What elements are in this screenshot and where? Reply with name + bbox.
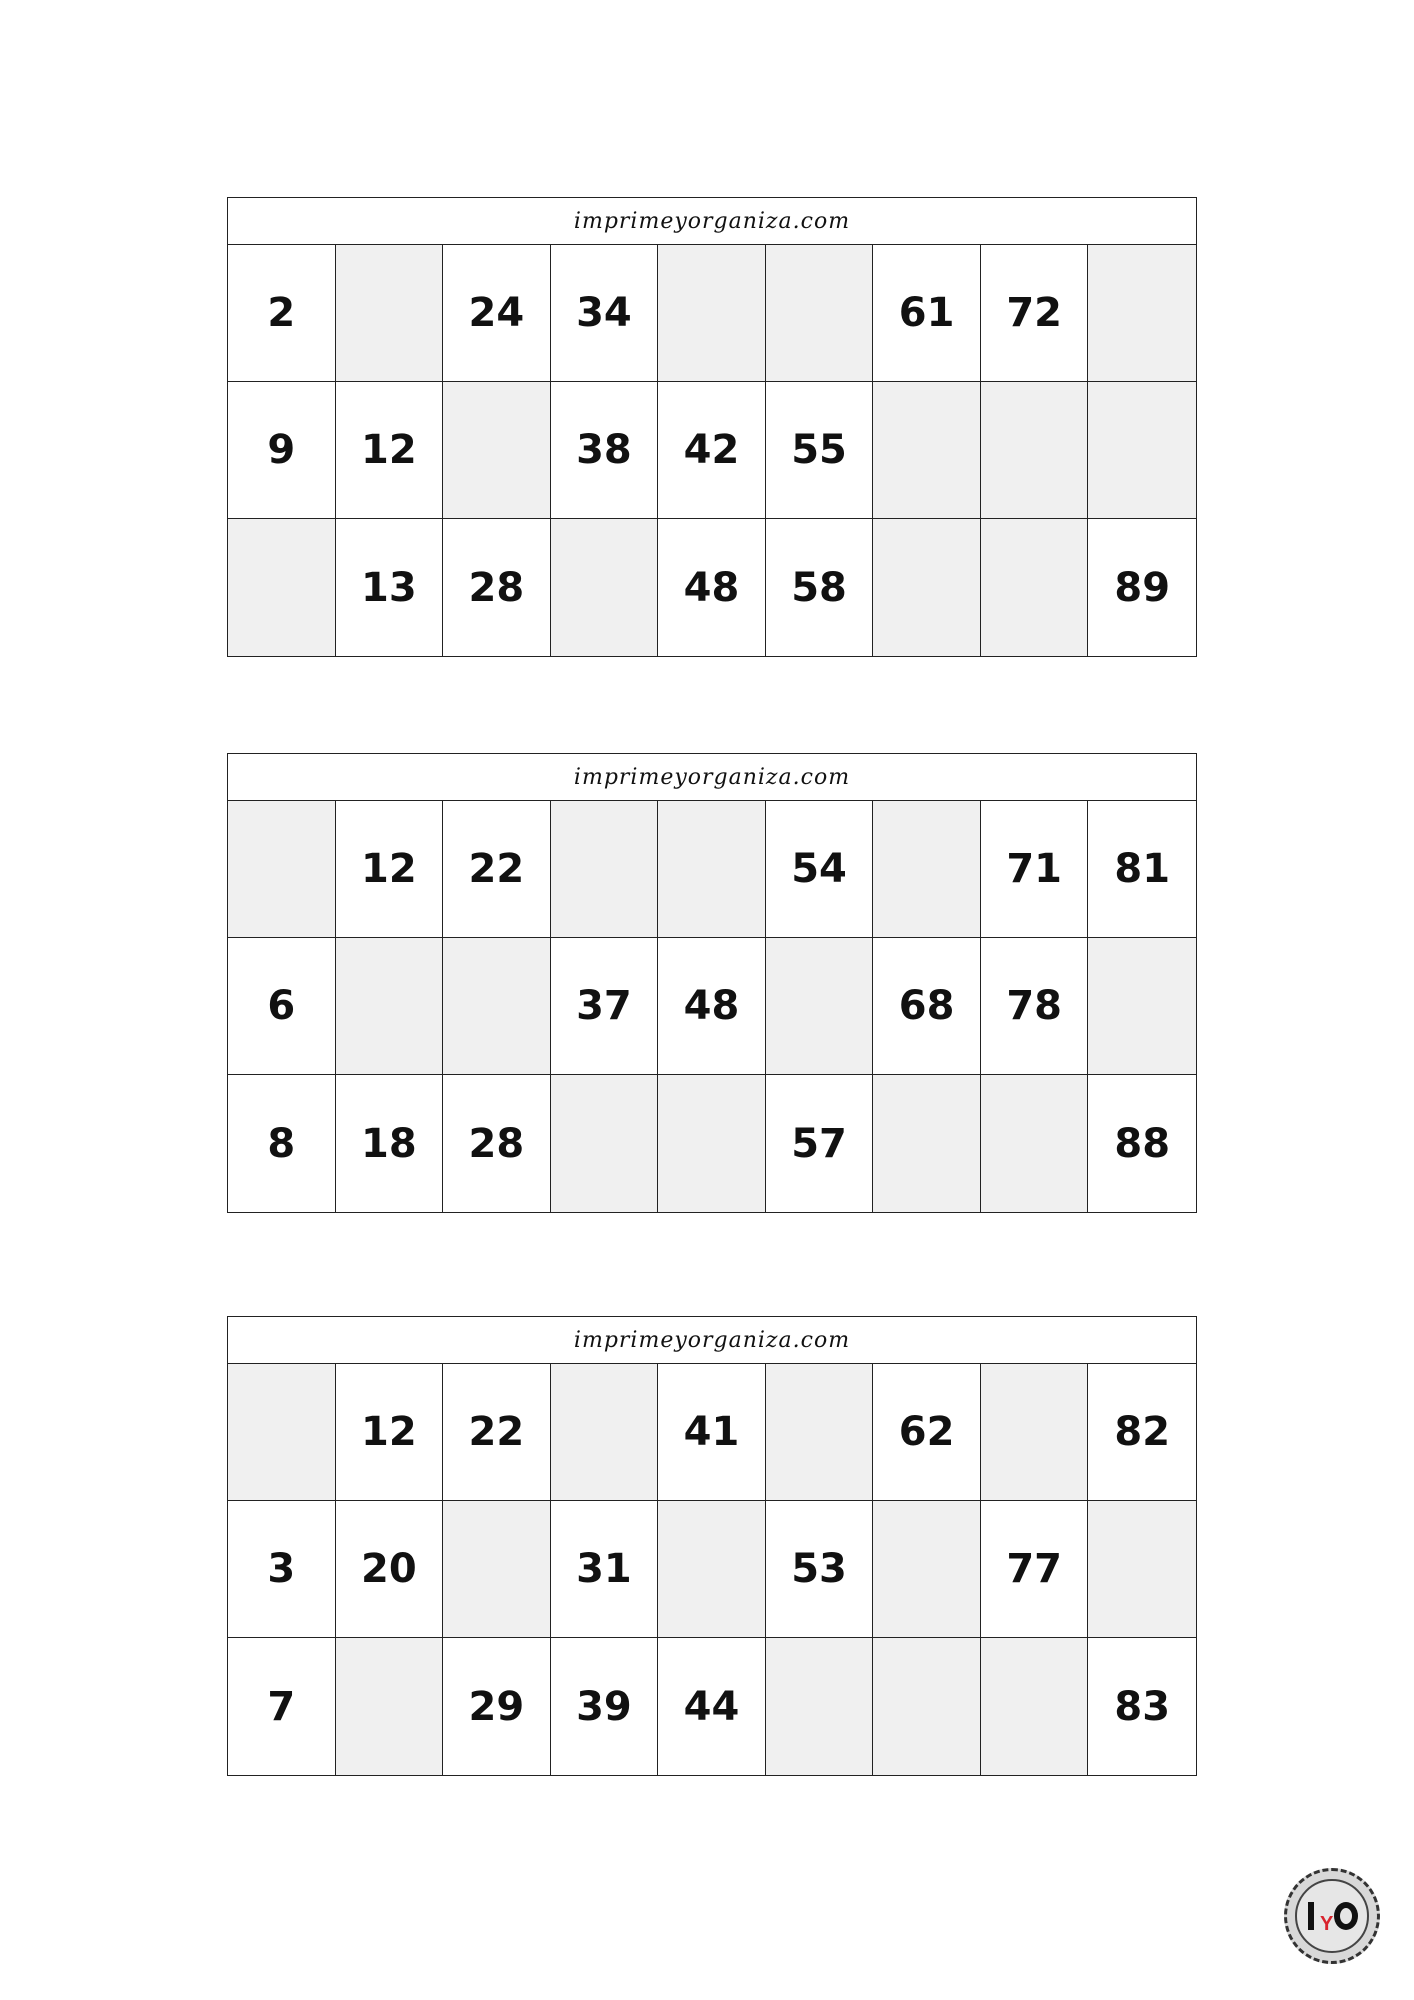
- empty-cell: [766, 1638, 874, 1775]
- empty-cell: [658, 245, 766, 382]
- empty-cell: [981, 519, 1089, 656]
- number-cell: 18: [336, 1075, 444, 1212]
- empty-cell: [443, 1501, 551, 1638]
- empty-cell: [336, 1638, 444, 1775]
- empty-cell: [551, 801, 659, 938]
- empty-cell: [228, 1364, 336, 1501]
- empty-cell: [873, 801, 981, 938]
- number-cell: 62: [873, 1364, 981, 1501]
- number-cell: 31: [551, 1501, 659, 1638]
- empty-cell: [766, 245, 874, 382]
- empty-cell: [1088, 245, 1196, 382]
- number-cell: 42: [658, 382, 766, 519]
- number-cell: 20: [336, 1501, 444, 1638]
- empty-cell: [336, 938, 444, 1075]
- empty-cell: [873, 1501, 981, 1638]
- number-cell: 24: [443, 245, 551, 382]
- number-cell: 58: [766, 519, 874, 656]
- number-cell: 89: [1114, 564, 1171, 611]
- empty-cell: [981, 1638, 1089, 1775]
- number-cell: 28: [443, 519, 551, 656]
- empty-cell: [551, 519, 659, 656]
- bingo-card-1: [227, 197, 1197, 657]
- empty-cell: [981, 1364, 1089, 1501]
- number-cell: 77: [981, 1501, 1089, 1638]
- number-cell: 61: [873, 245, 981, 382]
- number-cell: 83: [1114, 1683, 1171, 1730]
- number-cell: 8: [228, 1075, 336, 1212]
- empty-cell: [766, 1364, 874, 1501]
- number-cell: 29: [443, 1638, 551, 1775]
- empty-cell: [443, 382, 551, 519]
- empty-cell: [658, 801, 766, 938]
- empty-cell: [981, 1075, 1089, 1212]
- number-cell: 48: [658, 519, 766, 656]
- empty-cell: [658, 1501, 766, 1638]
- empty-cell: [873, 382, 981, 519]
- number-cell: 71: [981, 801, 1089, 938]
- number-cell: 55: [766, 382, 874, 519]
- number-cell: 13: [336, 519, 444, 656]
- number-cell: 3: [228, 1501, 336, 1638]
- card-grid: [228, 1364, 1196, 1775]
- empty-cell: [873, 519, 981, 656]
- number-cell: 68: [873, 938, 981, 1075]
- number-cell: 82: [1088, 1364, 1196, 1501]
- number-cell: 88: [1114, 1120, 1171, 1167]
- number-cell: 78: [981, 938, 1089, 1075]
- number-cell: 7: [228, 1638, 336, 1775]
- card-grid: [228, 245, 1196, 656]
- number-cell: 48: [658, 938, 766, 1075]
- empty-cell: [1088, 938, 1196, 1075]
- number-cell: 22: [443, 1364, 551, 1501]
- empty-cell: [443, 938, 551, 1075]
- number-cell: 54: [766, 801, 874, 938]
- empty-cell: [658, 1075, 766, 1212]
- number-cell: 41: [658, 1364, 766, 1501]
- empty-cell: [766, 938, 874, 1075]
- empty-cell: [228, 519, 336, 656]
- brand-logo: [1284, 1868, 1380, 1964]
- empty-cell: [981, 382, 1089, 519]
- empty-cell: [336, 245, 444, 382]
- number-cell: 44: [658, 1638, 766, 1775]
- number-cell: 12: [336, 382, 444, 519]
- brand-logo-mark: [1302, 1896, 1362, 1936]
- card-grid: [228, 801, 1196, 1212]
- empty-cell: [228, 801, 336, 938]
- number-cell: 39: [551, 1638, 659, 1775]
- empty-cell: [873, 1638, 981, 1775]
- empty-cell: [1088, 1501, 1196, 1638]
- number-cell: 37: [551, 938, 659, 1075]
- brand-logo-inner: [1295, 1879, 1369, 1953]
- number-cell: 22: [443, 801, 551, 938]
- number-cell: 38: [551, 382, 659, 519]
- card-header: imprimeyorganiza.com: [228, 754, 1196, 801]
- empty-cell: [551, 1075, 659, 1212]
- number-cell: 72: [981, 245, 1089, 382]
- number-cell: 34: [551, 245, 659, 382]
- bingo-card-3: [227, 1316, 1197, 1776]
- bingo-card-2: [227, 753, 1197, 1213]
- number-cell: 12: [336, 801, 444, 938]
- number-cell: 28: [443, 1075, 551, 1212]
- number-cell: 57: [766, 1075, 874, 1212]
- number-cell: 53: [766, 1501, 874, 1638]
- number-cell: 2: [228, 245, 336, 382]
- card-header: imprimeyorganiza.com: [228, 1317, 1196, 1364]
- number-cell: 12: [336, 1364, 444, 1501]
- number-cell: 6: [228, 938, 336, 1075]
- svg-text:Y: Y: [1320, 1913, 1334, 1935]
- empty-cell: [1088, 382, 1196, 519]
- empty-cell: [551, 1364, 659, 1501]
- number-cell: 81: [1088, 801, 1196, 938]
- card-header: imprimeyorganiza.com: [228, 198, 1196, 245]
- number-cell: 9: [228, 382, 336, 519]
- empty-cell: [873, 1075, 981, 1212]
